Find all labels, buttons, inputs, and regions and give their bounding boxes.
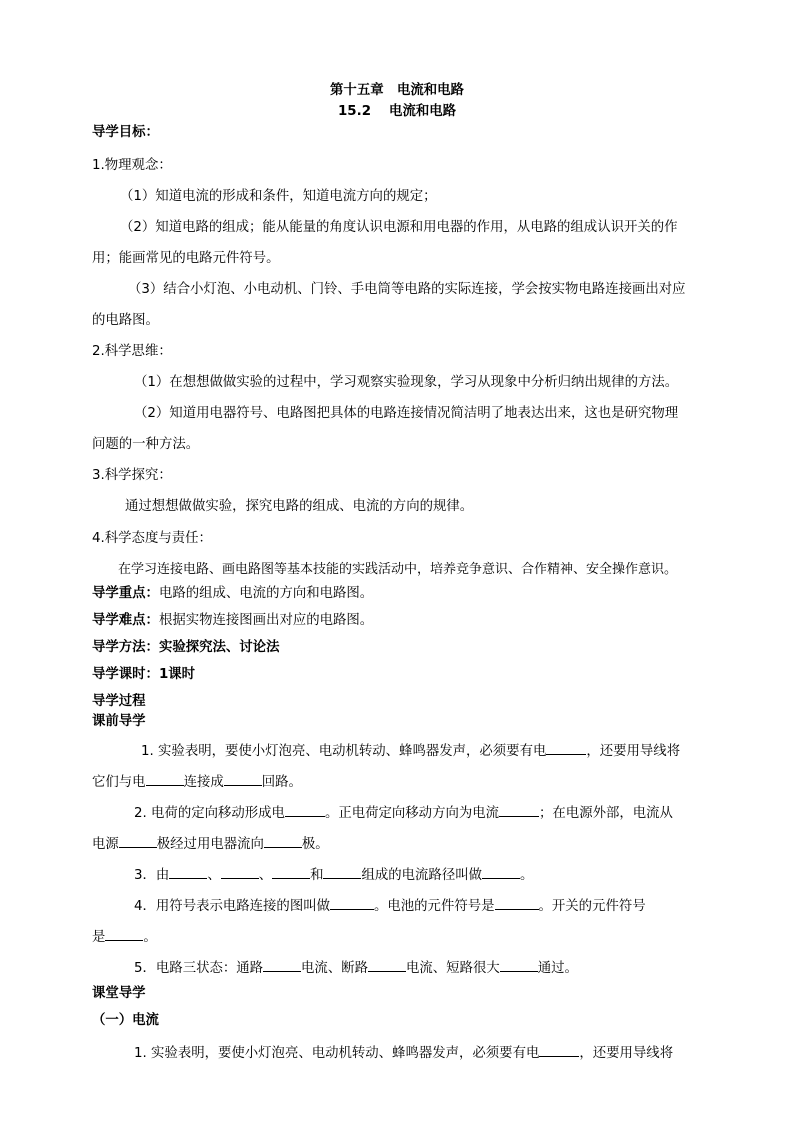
fill-blank[interactable] <box>330 896 374 910</box>
fill-blank[interactable] <box>323 865 361 879</box>
pre-question-1-cont <box>92 772 302 792</box>
q2-text-a: 2. 电荷的定向移动形成电 <box>134 806 285 821</box>
goal-1-item-3: （3）结合小灯泡、小电动机、门铃、手电筒等电路的实际连接，学会按实物电路连接画出对应 <box>128 282 686 297</box>
q4-text-a: 4．用符号表示电路连接的图叫做 <box>134 899 330 914</box>
fill-blank[interactable] <box>272 865 310 879</box>
fill-blank[interactable] <box>264 834 302 848</box>
q3-text-c: 、 <box>258 868 273 883</box>
pre-question-2-cont <box>92 834 329 854</box>
pre-question-2 <box>134 803 673 823</box>
section-title: 15.2 电流和电路 <box>337 104 457 119</box>
fill-blank[interactable] <box>285 803 325 817</box>
q4-text-c: 。开关的元件符号 <box>538 899 646 914</box>
q5-text-a: 5．电路三状态：通路 <box>134 961 264 976</box>
goal-1-item-3-cont: 的电路图。 <box>92 313 159 328</box>
q5-text-c: 电流、短路很大 <box>406 961 500 976</box>
q2-text-f: 极。 <box>301 837 329 852</box>
q1-text-c: 它们与电 <box>92 775 146 790</box>
goal-2-item-2: （2）知道用电器符号、电路图把具体的电路连接情况简洁明了地表达出来，这也是研究物理 <box>134 406 679 421</box>
fill-blank[interactable] <box>224 772 262 786</box>
class-hours-label: 导学课时： <box>92 667 159 682</box>
process-heading: 导学过程 <box>92 694 146 709</box>
class-question-1 <box>134 1043 673 1063</box>
q2-text-e: 极经过用电器流向 <box>156 837 264 852</box>
key-points-label: 导学重点： <box>92 586 159 601</box>
in-class-heading: 课堂导学 <box>92 986 146 1001</box>
q4-text-e: 。 <box>143 930 157 945</box>
part-1-heading: （一）电流 <box>92 1013 159 1028</box>
pre-question-5 <box>134 958 578 978</box>
q3-text-b: 、 <box>207 868 221 883</box>
fill-blank[interactable] <box>368 958 406 972</box>
goal-2-title: 2.科学思维： <box>92 344 172 359</box>
q3-text-a: 3．由 <box>134 868 170 883</box>
q3-text-d: 和 <box>310 868 324 883</box>
q5-text-d: 通过。 <box>537 961 578 976</box>
goal-3-item-1: 通过想想做做实验，探究电路的组成、电流的方向的规律。 <box>125 499 474 514</box>
key-points-value: 电路的组成、电流的方向和电路图。 <box>158 586 374 601</box>
c1-text-b: ，还要用导线将 <box>579 1046 674 1061</box>
pre-question-4 <box>134 896 646 916</box>
goal-4-title: 4.科学态度与责任： <box>92 531 212 546</box>
fill-blank[interactable] <box>546 741 586 755</box>
fill-blank[interactable] <box>500 958 538 972</box>
q1-text-a: 1. 实验表明，要使小灯泡亮、电动机转动、蜂鸣器发声，必须要有电 <box>141 744 547 759</box>
class-hours-value: 1课时 <box>158 667 196 682</box>
q3-text-f: 。 <box>520 868 534 883</box>
q4-text-b: 。电池的元件符号是 <box>374 899 495 914</box>
fill-blank[interactable] <box>105 927 143 941</box>
q1-text-d: 连接成 <box>183 775 224 790</box>
fill-blank[interactable] <box>119 834 157 848</box>
c1-text-a: 1. 实验表明，要使小灯泡亮、电动机转动、蜂鸣器发声，必须要有电 <box>134 1046 540 1061</box>
q2-text-d: 电源 <box>92 837 119 852</box>
difficulty-label: 导学难点： <box>92 613 159 628</box>
q4-text-d: 是 <box>92 930 106 945</box>
goal-1-title: 1.物理观念： <box>92 158 172 173</box>
objectives-heading: 导学目标： <box>92 125 159 140</box>
difficulty-value: 根据实物连接图画出对应的电路图。 <box>158 613 374 628</box>
chapter-title: 第十五章 电流和电路 <box>330 83 464 98</box>
fill-blank[interactable] <box>221 865 259 879</box>
difficulty <box>92 612 373 630</box>
class-hours <box>92 666 195 684</box>
pre-question-4-cont <box>92 927 157 947</box>
pre-class-heading: 课前导学 <box>92 714 146 729</box>
q5-text-b: 电流、断路 <box>301 961 368 976</box>
goal-2-item-1: （1）在想想做做实验的过程中，学习观察实验现象，学习从现象中分析归纳出规律的方法。 <box>134 375 679 390</box>
goal-4-item-1: 在学习连接电路、画电路图等基本技能的实践活动中，培养竞争意识、合作精神、安全操作意识。 <box>118 562 678 577</box>
goal-1-item-1: （1）知道电流的形成和条件，知道电流方向的规定； <box>120 189 437 204</box>
goal-3-title: 3.科学探究： <box>92 468 172 483</box>
pre-question-3 <box>134 865 533 885</box>
goal-1-item-2: （2）知道电路的组成；能从能量的角度认识电源和用电器的作用，从电路的组成认识开关的作 <box>120 220 678 235</box>
method <box>92 639 279 657</box>
fill-blank[interactable] <box>495 896 539 910</box>
method-value: 实验探究法、讨论法 <box>158 640 280 655</box>
fill-blank[interactable] <box>169 865 207 879</box>
fill-blank[interactable] <box>539 1043 579 1057</box>
pre-question-1 <box>141 741 680 761</box>
method-label: 导学方法： <box>92 640 159 655</box>
goal-1-item-2-cont: 用；能画常见的电路元件符号。 <box>92 251 280 266</box>
fill-blank[interactable] <box>499 803 539 817</box>
fill-blank[interactable] <box>482 865 520 879</box>
key-points <box>92 585 373 603</box>
q1-text-e: 回路。 <box>261 775 302 790</box>
q2-text-b: 。正电荷定向移动方向为电流 <box>324 806 500 821</box>
fill-blank[interactable] <box>146 772 184 786</box>
q3-text-e: 组成的电流路径叫做 <box>361 868 482 883</box>
q1-text-b: ，还要用导线将 <box>586 744 681 759</box>
fill-blank[interactable] <box>263 958 301 972</box>
q2-text-c: ；在电源外部，电流从 <box>539 806 673 821</box>
goal-2-item-2-cont: 问题的一种方法。 <box>92 437 200 452</box>
